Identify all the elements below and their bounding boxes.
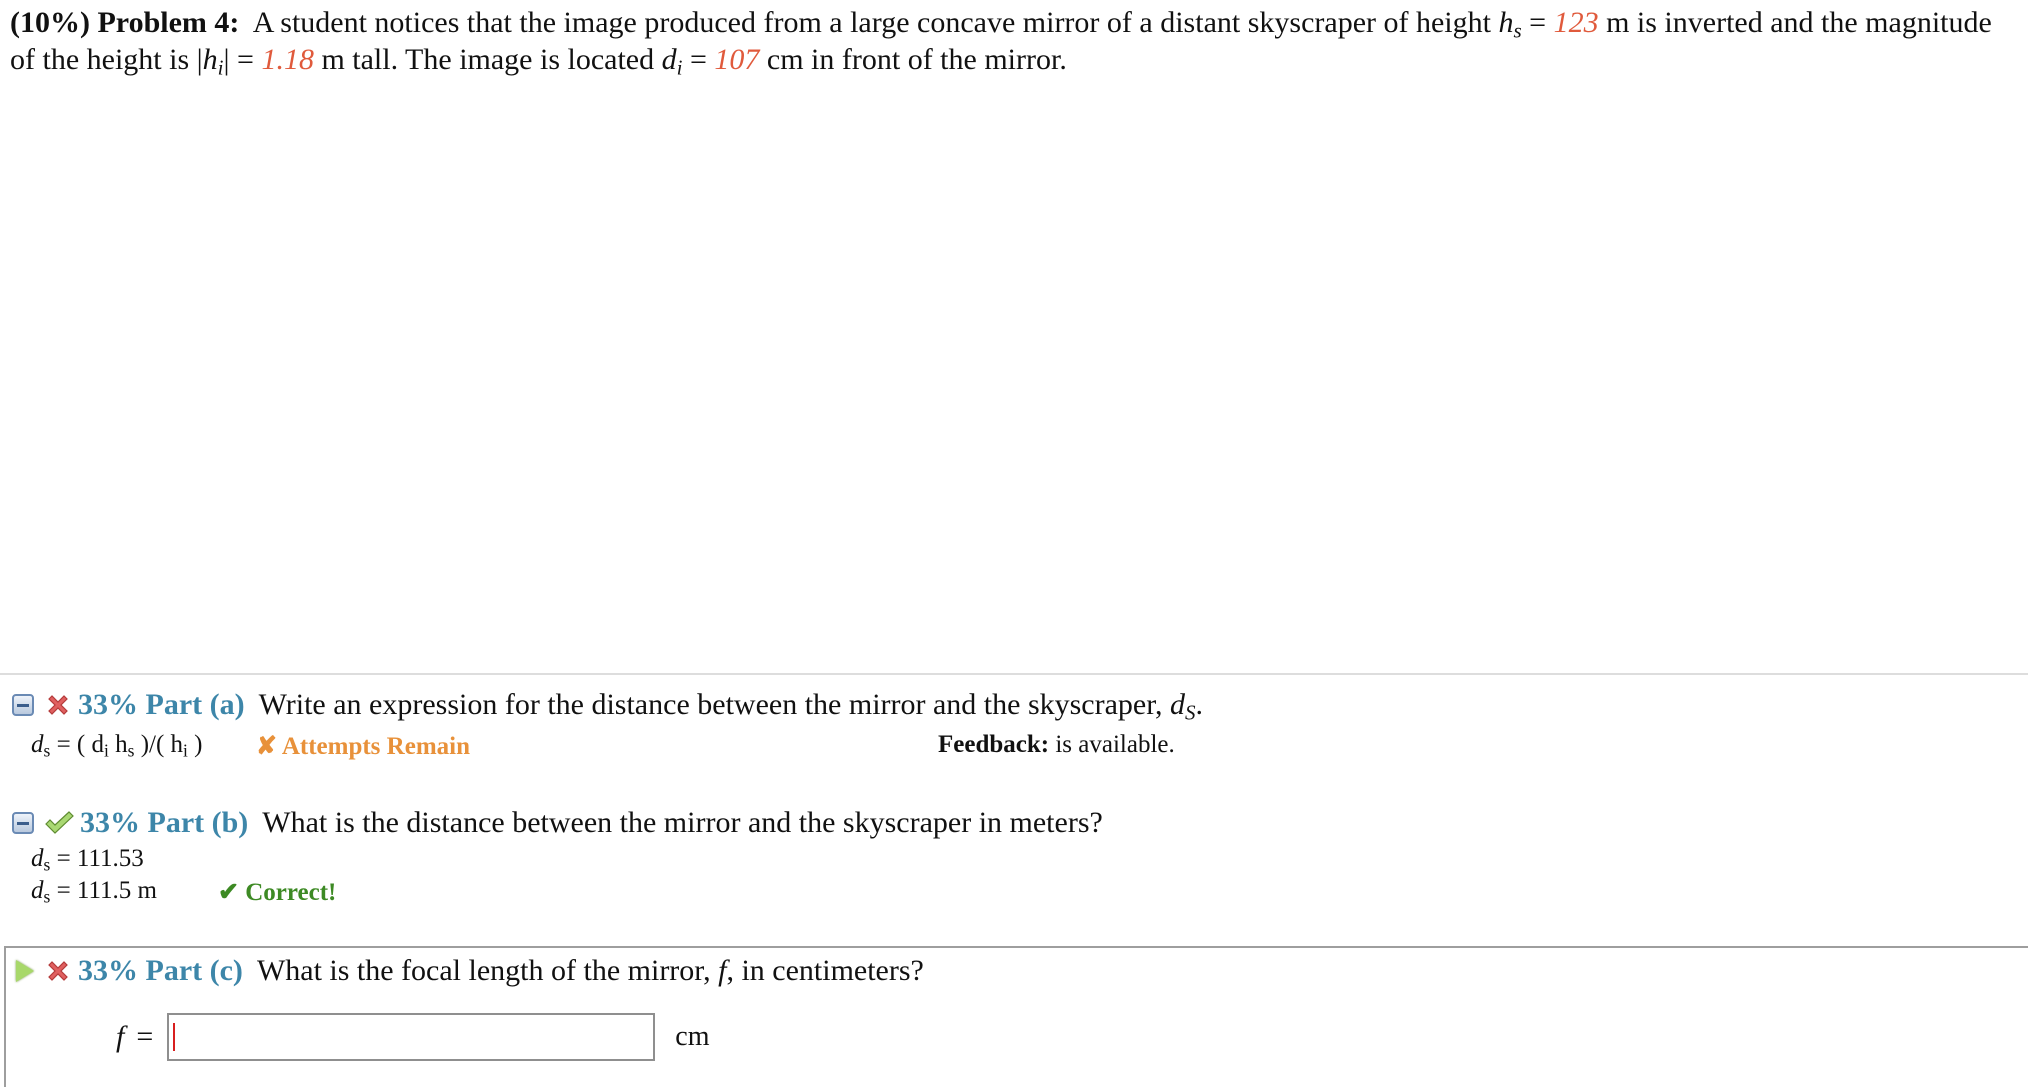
correct-check-mark-icon: ✔ [218, 879, 239, 906]
part-b-header [12, 803, 1103, 843]
attempts-remain-status: ✘ Attempts Remain [256, 733, 470, 760]
correct-status: ✔ Correct! [218, 879, 337, 906]
di-equals: = [689, 43, 707, 76]
hi-value: 1.18 [261, 43, 314, 76]
part-b-question: What is the distance between the mirror and the skyscraper in meters? [262, 806, 1103, 839]
part-c-question: What is the focal length of the mirror, f, in centimeters? [256, 954, 924, 987]
hi-equals: = [237, 43, 254, 76]
feedback-notice[interactable]: Feedback: is available. [938, 731, 1175, 758]
part-c-title: 33% Part (c) [78, 954, 243, 987]
unit-label: cm [675, 1021, 710, 1052]
collapse-toggle-icon[interactable] [12, 694, 34, 716]
problem-text-1: A student notices that the image produced from a large concave mirror of a distant skyscraper of height [252, 6, 1491, 39]
focal-length-input[interactable] [167, 1013, 655, 1061]
problem-weight: (10%) [10, 6, 90, 39]
part-b-title: 33% Part (b) [80, 806, 249, 839]
problem-label: Problem 4: [97, 6, 240, 39]
attempts-x-icon: ✘ [256, 733, 277, 760]
hs-value: 123 [1553, 6, 1599, 39]
part-b-submitted-value: $d_s = 111.53$ [31, 845, 144, 875]
section-divider [0, 673, 2028, 675]
problem-statement [10, 4, 2015, 78]
part-a-header [12, 685, 1203, 725]
hi-variable: $|h_i|$ [196, 43, 230, 80]
part-c-input-row [116, 1013, 709, 1061]
incorrect-x-icon [44, 691, 72, 719]
problem-text-4: cm in front of the mirror. [766, 43, 1067, 76]
hs-variable: $h_s$ [1498, 6, 1522, 43]
part-c-header [12, 951, 924, 991]
part-a-title: 33% Part (a) [78, 688, 245, 721]
input-variable-label: f [116, 1020, 125, 1053]
correct-check-icon [44, 809, 74, 837]
part-b-answer: $d_s = 111.5$ m [31, 877, 158, 907]
part-a-question-variable: $d_S$ [1170, 688, 1196, 725]
problem-text-3: m tall. The image is located [321, 43, 655, 76]
input-equals: = [136, 1020, 154, 1053]
part-a-question-end: . [1195, 688, 1204, 721]
play-arrow-icon[interactable] [16, 960, 34, 982]
di-value: 107 [714, 43, 760, 76]
text-caret [173, 1023, 175, 1051]
part-a-answer: $d_s$ = ( $d_i$ $h_s$ )/( $h_i$ ) [31, 731, 203, 761]
incorrect-x-icon [44, 957, 72, 985]
problem-text-2: m is inverted and the magnitude of the height is [10, 6, 1992, 76]
part-a-question: Write an expression for the distance between the mirror and the skyscraper, [258, 688, 1163, 721]
di-variable: $d_i$ [661, 43, 683, 80]
hs-equals: = [1529, 6, 1547, 39]
collapse-toggle-icon[interactable] [12, 812, 34, 834]
